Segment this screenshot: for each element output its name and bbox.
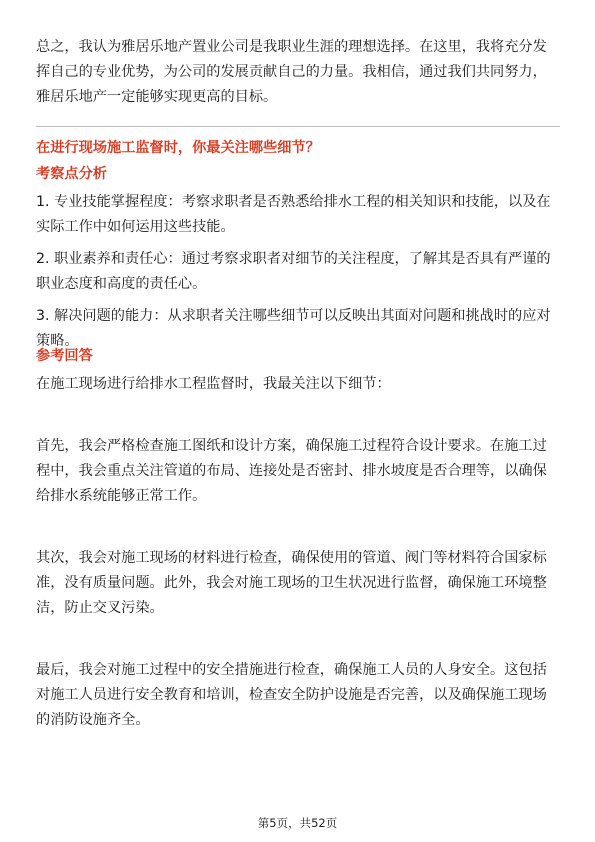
section-divider	[36, 126, 560, 127]
answer-paragraph: 首先，我会严格检查施工图纸和设计方案，确保施工过程符合设计要求。在施工过程中，我会重点关注管道的布局、连接处是否密封、排水坡度是否合理等，以确保给排水系统能够正常工作。	[36, 438, 547, 504]
analysis-item: 2. 职业素养和责任心：通过考察求职者对细节的关注程度，了解其是否具有严谨的职业态度和高度的责任心。	[36, 251, 551, 292]
answer-paragraph: 最后，我会对施工过程中的安全措施进行检查，确保施工人员的人身安全。这包括对施工人员进行安全教育和培训，检查安全防护设施是否完善，以及确保施工现场的消防设施齐全。	[36, 662, 547, 728]
analysis-item: 1. 专业技能掌握程度：考察求职者是否熟悉给排水工程的相关知识和技能，以及在实际工作中如何运用这些技能。	[36, 194, 551, 235]
answer-paragraph: 其次，我会对施工现场的材料进行检查，确保使用的管道、阀门等材料符合国家标准，没有质量问题。此外，我会对施工现场的卫生状况进行监督，确保施工环境整洁，防止交叉污染。	[36, 550, 547, 616]
answer-lead: 在施工现场进行给排水工程监督时，我最关注以下细节：	[36, 376, 391, 392]
answer-heading: 参考回答	[36, 348, 93, 364]
intro-paragraph: 总之，我认为雅居乐地产置业公司是我职业生涯的理想选择。在这里，我将充分发挥自己的专业优势，为公司的发展贡献自己的力量。我相信，通过我们共同努力，雅居乐地产一定能够实现更高的目标。	[36, 39, 547, 105]
paragraph-gap	[36, 621, 560, 658]
question-heading: 在进行现场施工监督时，你最关注哪些细节？	[36, 140, 320, 156]
paragraph-gap	[36, 397, 560, 434]
paragraph-gap	[36, 509, 560, 546]
page-number: 第5页，共52页	[257, 816, 338, 830]
answer-body	[36, 372, 560, 733]
analysis-heading: 考察点分析	[36, 166, 107, 182]
analysis-item: 3. 解决问题的能力：从求职者关注哪些细节可以反映出其面对问题和挑战时的应对策略。	[36, 308, 551, 349]
analysis-list	[36, 190, 560, 361]
